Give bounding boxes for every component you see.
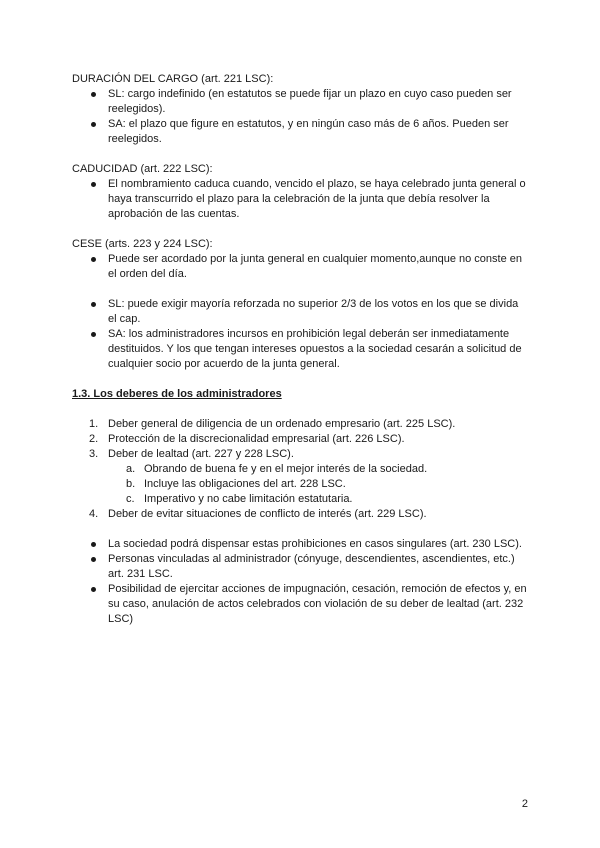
- sub-item: [126, 462, 528, 477]
- document-page: [72, 72, 528, 627]
- page-number: 2: [521, 798, 528, 810]
- item-text: Deber de lealtad (art. 227 y 228 LSC).: [108, 448, 294, 460]
- sub-item-letter: b.: [126, 478, 136, 490]
- duracion-list: [72, 87, 528, 147]
- sub-item: [126, 477, 528, 492]
- item-number: 3.: [89, 448, 99, 460]
- sub-item-text: Incluye las obligaciones del art. 228 LSC.: [144, 478, 346, 490]
- sub-item-text: Imperativo y no cabe limitación estatutaria.: [144, 493, 353, 505]
- numbered-item: [89, 447, 528, 507]
- list-item: SL: puede exigir mayoría reforzada no superior 2/3 de los votos en los que se divida el cap.: [108, 297, 528, 327]
- numbered-item: [89, 417, 528, 432]
- deberes-section-title: 1.3. Los deberes de los administradores: [72, 388, 282, 400]
- list-item: La sociedad podrá dispensar estas prohibiciones en casos singulares (art. 230 LSC).: [108, 537, 528, 552]
- list-item: Posibilidad de ejercitar acciones de impugnación, cesación, remoción de efectos y, en su caso, anulación de actos celebrados con violación de su deber de lealtad (art. 232 LSC): [108, 583, 527, 625]
- cese-list-continued: [72, 297, 528, 372]
- lealtad-sublist: [108, 462, 528, 507]
- sub-item-text: Obrando de buena fe y en el mejor interés de la sociedad.: [144, 463, 428, 475]
- list-item: Puede ser acordado por la junta general en cualquier momento,aunque no conste en el orden del día.: [108, 252, 528, 282]
- sub-item: [126, 492, 528, 507]
- numbered-item: [89, 507, 528, 522]
- item-text: Protección de la discrecionalidad empresarial (art. 226 LSC).: [108, 433, 405, 445]
- item-number: 4.: [89, 508, 99, 520]
- caducidad-heading: CADUCIDAD (art. 222 LSC):: [72, 163, 213, 175]
- item-number: 1.: [89, 418, 99, 430]
- duracion-heading: DURACIÓN DEL CARGO (art. 221 LSC):: [72, 73, 274, 85]
- deberes-numbered-list: [72, 417, 528, 522]
- item-text: Deber general de diligencia de un ordenado empresario (art. 225 LSC).: [108, 418, 456, 430]
- list-item: SA: los administradores incursos en prohibición legal deberán ser inmediatamente destituidos. Y los que tengan intereses opuestos a la sociedad cesarán a solicitud de cualquier socio por acuerdo de la junta general.: [108, 327, 528, 372]
- list-item: SL: cargo indefinido (en estatutos se puede fijar un plazo en cuyo caso pueden ser reelegidos).: [108, 87, 528, 117]
- sub-item-letter: c.: [126, 493, 135, 505]
- list-item: El nombramiento caduca cuando, vencido el plazo, se haya celebrado junta general o haya transcurrido el plazo para la celebración de la junta que debía resolver la aprobación de las cuentas.: [108, 177, 528, 222]
- cese-heading: CESE (arts. 223 y 224 LSC):: [72, 238, 213, 250]
- item-number: 2.: [89, 433, 99, 445]
- cese-list: [72, 252, 528, 282]
- deberes-bullet-list: [72, 537, 528, 627]
- item-text: Deber de evitar situaciones de conflicto de interés (art. 229 LSC).: [108, 508, 427, 520]
- list-item: SA: el plazo que figure en estatutos, y en ningún caso más de 6 años. Pueden ser reelegidos.: [108, 117, 528, 147]
- sub-item-letter: a.: [126, 463, 136, 475]
- caducidad-list: [72, 177, 528, 222]
- list-item: Personas vinculadas al administrador (cónyuge, descendientes, ascendientes, etc.) art. 231 LSC.: [108, 552, 528, 582]
- numbered-item: [89, 432, 528, 447]
